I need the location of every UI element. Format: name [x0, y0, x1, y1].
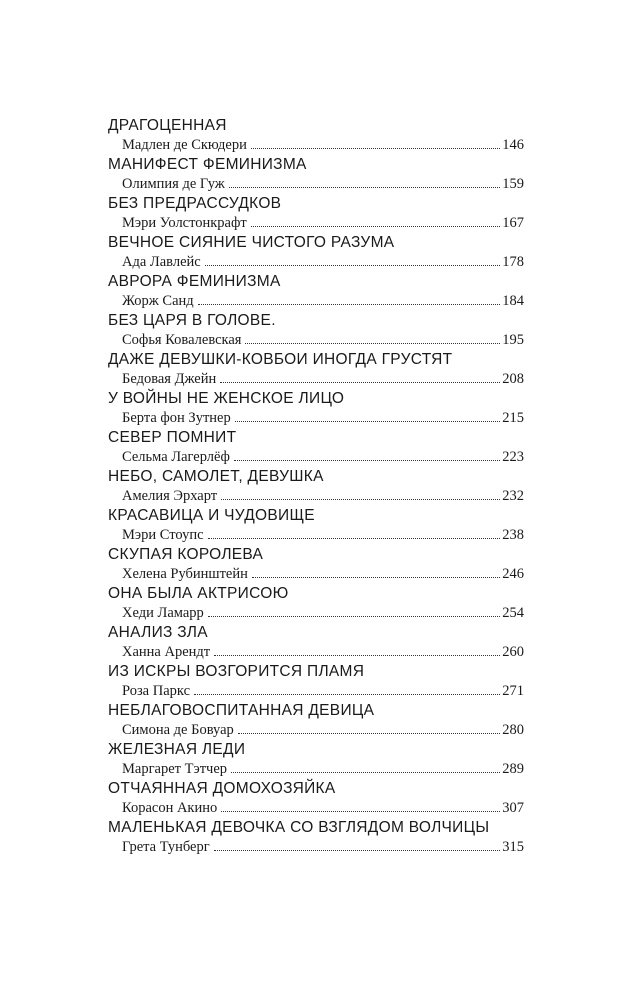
chapter-title: НЕБЛАГОВОСПИТАННАЯ ДЕВИЦА — [108, 702, 375, 719]
dot-leader — [231, 772, 500, 773]
toc-entry — [108, 506, 524, 545]
author-row — [108, 799, 524, 818]
chapter-author: Хеди Ламарр — [122, 605, 204, 621]
author-row — [108, 721, 524, 740]
toc-entry — [108, 623, 524, 662]
toc-entry — [108, 779, 524, 818]
chapter-author: Мэри Уолстонкрафт — [122, 215, 247, 231]
author-row — [108, 136, 524, 155]
chapter-title: ДРАГОЦЕННАЯ — [108, 117, 227, 134]
author-row — [108, 682, 524, 701]
author-row — [108, 214, 524, 233]
page-number: 238 — [502, 527, 524, 543]
chapter-title: КРАСАВИЦА И ЧУДОВИЩЕ — [108, 507, 315, 524]
author-row — [108, 565, 524, 584]
toc-entry — [108, 818, 524, 857]
toc-entry — [108, 662, 524, 701]
page-number: 254 — [502, 605, 524, 621]
dot-leader — [251, 148, 500, 149]
page-number: 159 — [502, 176, 524, 192]
chapter-author: Жорж Санд — [122, 293, 194, 309]
page-number: 223 — [502, 449, 524, 465]
chapter-author: Хелена Рубинштейн — [122, 566, 248, 582]
chapter-title: АНАЛИЗ ЗЛА — [108, 624, 208, 641]
chapter-title: ЖЕЛЕЗНАЯ ЛЕДИ — [108, 741, 246, 758]
page-number: 208 — [502, 371, 524, 387]
page-number: 215 — [502, 410, 524, 426]
chapter-title: ОНА БЫЛА АКТРИСОЮ — [108, 585, 289, 602]
chapter-author: Софья Ковалевская — [122, 332, 242, 348]
dot-leader — [214, 850, 501, 851]
dot-leader — [198, 304, 501, 305]
author-row — [108, 487, 524, 506]
page-number: 195 — [502, 332, 524, 348]
chapter-author: Берта фон Зутнер — [122, 410, 231, 426]
author-row — [108, 643, 524, 662]
toc-entry — [108, 350, 524, 389]
chapter-author: Маргарет Тэтчер — [122, 761, 228, 777]
page-number: 167 — [502, 215, 524, 231]
author-row — [108, 604, 524, 623]
toc-entry — [108, 272, 524, 311]
chapter-author: Сельма Лагерлёф — [122, 449, 230, 465]
dot-leader — [220, 382, 500, 383]
chapter-title: ИЗ ИСКРЫ ВОЗГОРИТСЯ ПЛАМЯ — [108, 663, 365, 680]
page-number: 146 — [502, 137, 524, 153]
chapter-author: Симона де Бовуар — [122, 722, 234, 738]
chapter-title: СЕВЕР ПОМНИТ — [108, 429, 237, 446]
chapter-title: АВРОРА ФЕМИНИЗМА — [108, 273, 281, 290]
page-number: 289 — [502, 761, 524, 777]
dot-leader — [208, 616, 500, 617]
chapter-author: Мэри Стоупс — [122, 527, 204, 543]
chapter-title: МАНИФЕСТ ФЕМИНИЗМА — [108, 156, 307, 173]
chapter-author: Мадлен де Скюдери — [122, 137, 247, 153]
dot-leader — [229, 187, 500, 188]
dot-leader — [234, 460, 500, 461]
chapter-title: БЕЗ ЦАРЯ В ГОЛОВЕ. — [108, 312, 276, 329]
page-number: 315 — [502, 839, 524, 855]
chapter-title: МАЛЕНЬКАЯ ДЕВОЧКА СО ВЗГЛЯДОМ ВОЛЧИЦЫ — [108, 819, 490, 836]
chapter-author: Бедовая Джейн — [122, 371, 217, 387]
toc-entry — [108, 116, 524, 155]
author-row — [108, 760, 524, 779]
chapter-title: У ВОЙНЫ НЕ ЖЕНСКОЕ ЛИЦО — [108, 390, 345, 407]
dot-leader — [238, 733, 500, 734]
chapter-title: ВЕЧНОЕ СИЯНИЕ ЧИСТОГО РАЗУМА — [108, 234, 395, 251]
chapter-title: НЕБО, САМОЛЕТ, ДЕВУШКА — [108, 468, 324, 485]
dot-leader — [221, 499, 500, 500]
dot-leader — [252, 577, 500, 578]
toc-entry — [108, 467, 524, 506]
table-of-contents — [108, 116, 524, 857]
dot-leader — [245, 343, 500, 344]
author-row — [108, 370, 524, 389]
toc-entry — [108, 389, 524, 428]
chapter-title: ДАЖЕ ДЕВУШКИ-КОВБОИ ИНОГДА ГРУСТЯТ — [108, 351, 453, 368]
toc-entry — [108, 311, 524, 350]
page-number: 178 — [502, 254, 524, 270]
toc-entry — [108, 233, 524, 272]
author-row — [108, 253, 524, 272]
toc-entry — [108, 155, 524, 194]
author-row — [108, 175, 524, 194]
dot-leader — [194, 694, 500, 695]
dot-leader — [214, 655, 500, 656]
chapter-author: Корасон Акино — [122, 800, 218, 816]
chapter-author: Роза Паркс — [122, 683, 191, 699]
toc-entry — [108, 584, 524, 623]
dot-leader — [208, 538, 501, 539]
chapter-author: Ада Лавлейс — [122, 254, 201, 270]
toc-entry — [108, 545, 524, 584]
chapter-title: СКУПАЯ КОРОЛЕВА — [108, 546, 264, 563]
page-number: 260 — [502, 644, 524, 660]
page-number: 280 — [502, 722, 524, 738]
author-row — [108, 838, 524, 857]
dot-leader — [205, 265, 501, 266]
toc-entry — [108, 701, 524, 740]
toc-entry — [108, 740, 524, 779]
page-number: 307 — [502, 800, 524, 816]
author-row — [108, 409, 524, 428]
author-row — [108, 526, 524, 545]
page-number: 246 — [502, 566, 524, 582]
toc-entry — [108, 194, 524, 233]
chapter-author: Амелия Эрхарт — [122, 488, 218, 504]
chapter-author: Олимпия де Гуж — [122, 176, 225, 192]
chapter-title: ОТЧАЯННАЯ ДОМОХОЗЯЙКА — [108, 780, 336, 797]
dot-leader — [251, 226, 501, 227]
dot-leader — [235, 421, 501, 422]
author-row — [108, 292, 524, 311]
author-row — [108, 448, 524, 467]
page-number: 271 — [502, 683, 524, 699]
dot-leader — [221, 811, 500, 812]
page-number: 184 — [502, 293, 524, 309]
page-number: 232 — [502, 488, 524, 504]
toc-entry — [108, 428, 524, 467]
author-row — [108, 331, 524, 350]
chapter-title: БЕЗ ПРЕДРАССУДКОВ — [108, 195, 282, 212]
chapter-author: Грета Тунберг — [122, 839, 210, 855]
chapter-author: Ханна Арендт — [122, 644, 211, 660]
